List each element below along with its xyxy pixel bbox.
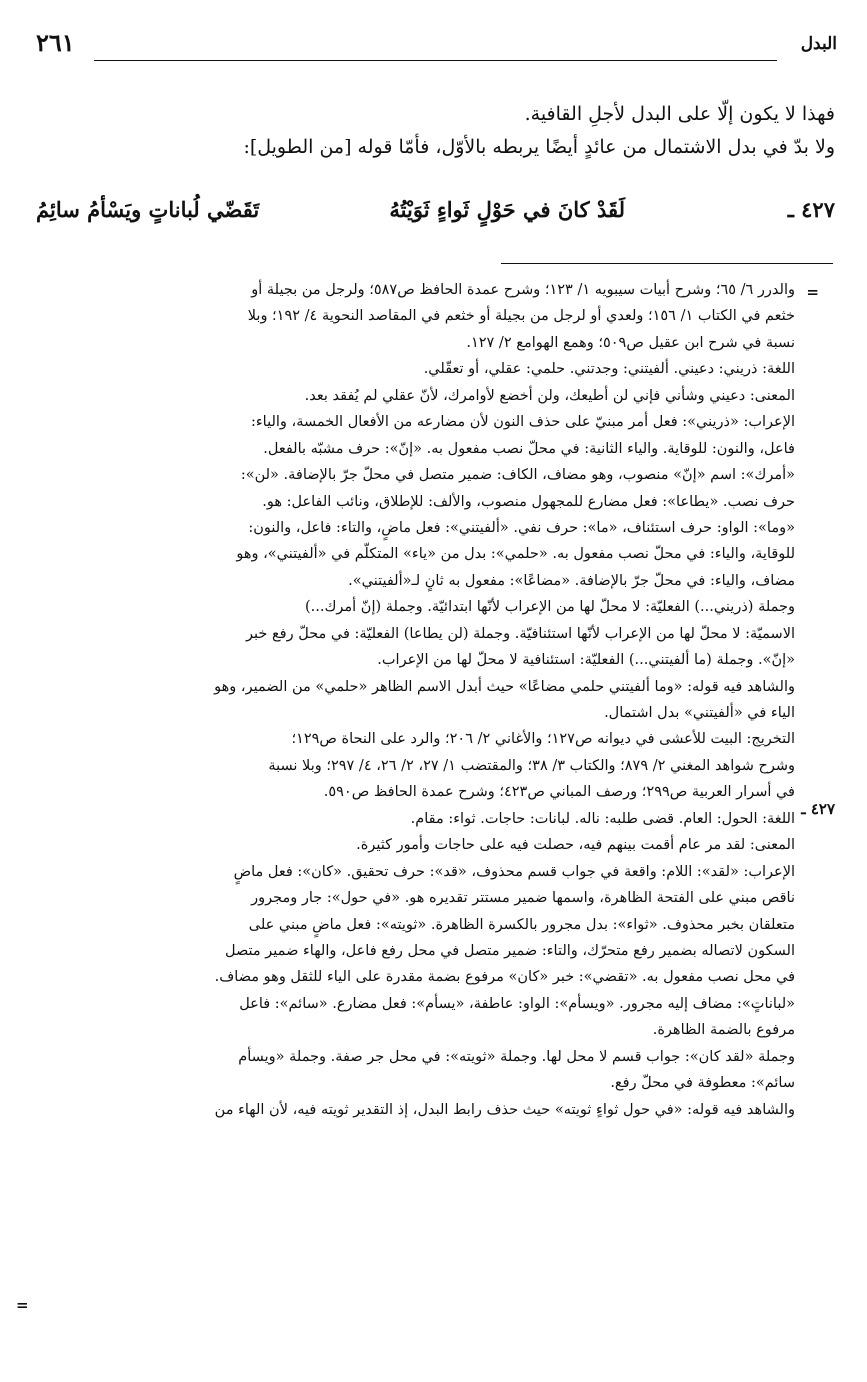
footnote-line: وجملة «لقد كان»: جواب قسم لا محل لها. وجملة «ثويته»: في محل جر صفة. وجملة «ويسأم [238, 1048, 795, 1065]
footnote-line: المعنى: دعيني وشأني فإني لن أطيعك، ولن أخضع لأوامرك، لأنّ عقلي لم يُفقد بعد. [304, 387, 795, 404]
footnote-line [40, 1149, 795, 1175]
poetry-verse [36, 197, 835, 237]
footnote-line: «لباناتٍ»: مضاف إليه مجرور. «ويسأم»: الواو: عاطفة، «يسأم»: فعل مضارع. «سائم»: فاعل [239, 995, 795, 1012]
footnote-line: والشاهد فيه قوله: «وما ألفيتني حلمي مضاعًا» حيث أبدل الاسم الظاهر «حلمي» من الضمير، وهو [214, 678, 795, 695]
chapter-title: البدل [800, 34, 837, 54]
footnote-line: للوقاية، والياء: في محلّ نصب مفعول به. «حلمي»: بدل من «ياء» المتكلّم في «ألفيتني»، وهو [236, 546, 795, 563]
page-number: ٢٦١ [36, 28, 75, 57]
footnote-line: الإعراب: «لقد»: اللام: واقعة في جواب قسم محذوف، «قد»: حرف تحقيق. «كان»: فعل ماضٍ [233, 863, 795, 880]
continuation-mark-end: = [16, 1296, 29, 1314]
footnote-number-427: ٤٢٧ ـ [801, 800, 835, 818]
footnote-line: الإعراب: «ذريني»: فعل أمر مبنيّ على حذف النون لأن مضارعه من الأفعال الخمسة، والياء: [250, 414, 795, 431]
footnote-line: في محل نصب مفعول به. «تقضي»: خبر «كان» مرفوع بضمة مقدرة على الياء للثقل وهو مضاف. [214, 969, 795, 986]
footnote-line: اللغة: الحول: العام. قضى طلبه: ناله. لبانات: حاجات. ثواء: مقام. [410, 810, 795, 827]
verse-number: ٤٢٧ ـ [787, 197, 835, 222]
footnote-line: التخريج: البيت للأعشى في ديوانه ص١٢٧؛ والأغاني ٢/ ٢٠٦؛ والرد على النحاة ص١٢٩؛ [291, 731, 795, 748]
footnote-line: الياء في «ألفيتني» بدل اشتمال. [604, 705, 795, 721]
main-text [40, 98, 835, 164]
main-line-2: ولا بدّ في بدل الاشتمال من عائدٍ أيضًا يربطه بالأوّل، فأمّا قوله [من الطويل]: [243, 136, 835, 158]
footnote-line: ناقص مبني على الفتحة الظاهرة، واسمها ضمير مستتر تقديره هو. «في حول»: جار ومجرور [251, 890, 795, 907]
footnote-line [40, 1123, 795, 1149]
footnotes [40, 277, 795, 1202]
footnote-line: نسبة في شرح ابن عقيل ص٥٠٩؛ وهمع الهوامع ٢/ ١٢٧. [466, 334, 795, 351]
footnote-line: والدرر ٦/ ٦٥؛ وشرح أبيات سيبويه ١/ ١٢٣؛ وشرح عمدة الحافظ ص٥٨٧؛ ولرجل من بجيلة أو [251, 282, 795, 298]
footnote-line: المعنى: لقد مر عام أقمت بينهم فيه، حصلت فيه على حاجات وأمور كثيرة. [356, 837, 795, 854]
footnote-line: سائم»: معطوفة في محلّ رفع. [610, 1075, 795, 1092]
header-rule [94, 60, 777, 61]
footnote-line: وجملة (ذريني...) الفعليّة: لا محلّ لها من الإعراب لأنّها ابتدائيّة. وجملة (إنّ أمرك...) [304, 599, 795, 616]
verse-second-hemistich: تَقَضّي لُباناتٍ ويَسْأمُ سائِمُ [36, 197, 260, 222]
page-header [36, 28, 837, 68]
footnote-line: الاسميّة: لا محلّ لها من الإعراب لأنّها استئنافيّة. وجملة (لن يطاعا) الفعليّة: في محلّ رفع خبر [246, 625, 795, 642]
footnote-line: فاعل، والنون: للوقاية. والياء الثانية: في محلّ نصب مفعول به. «إنّ»: حرف مشبّه بالفعل. [263, 440, 795, 457]
footnote-line: «وما»: الواو: حرف استئناف، «ما»: حرف نفي. «ألفيتني»: فعل ماضٍ، والتاء: فاعل، والنون: [248, 519, 795, 536]
footnote-line [40, 1176, 795, 1202]
verse-first-hemistich: لَقَدْ كانَ في حَوْلٍ ثَواءٍ ثَوَيْتُهُ [389, 197, 625, 222]
footnote-line: متعلقان بخبر محذوف. «ثواء»: بدل مجرور بالكسرة الظاهرة. «ثويته»: فعل ماضٍ مبني على [248, 916, 795, 933]
footnote-line: مرفوع بالضمة الظاهرة. [652, 1022, 795, 1039]
footnote-separator [501, 263, 833, 264]
footnote-line: السكون لاتصاله بضمير رفع متحرّك، والتاء: ضمير متصل في محل رفع فاعل، والهاء ضمير متصل [225, 942, 795, 959]
continuation-mark-start: = [806, 283, 819, 301]
footnote-line: وشرح شواهد المغني ٢/ ٨٧٩؛ والكتاب ٣/ ٣٨؛ والمقتضب ١/ ٢٧، ٢/ ٢٦، ٤/ ٢٩٧؛ وبلا نسبة [268, 757, 795, 774]
main-line-1: فهذا لا يكون إلّا على البدل لأجلِ القافية. [524, 103, 835, 125]
footnote-line: حرف نصب. «يطاعا»: فعل مضارع للمجهول منصوب، والألف: للإطلاق، ونائب الفاعل: هو. [262, 493, 795, 510]
footnote-line: والشاهد فيه قوله: «في حول ثواءٍ ثويته» حيث حذف رابط البدل، إذ التقدير ثويته فيه، لأن الهاء من [214, 1101, 795, 1118]
footnote-line: «إنّ». وجملة (ما ألفيتني...) الفعليّة: استئنافية لا محلّ لها من الإعراب. [377, 652, 795, 669]
footnote-line: مضاف، والياء: في محلّ جرّ بالإضافة. «مضاعًا»: مفعول به ثانٍ لـ«ألفيتني». [348, 572, 795, 589]
footnote-line: اللغة: ذريني: دعيني. ألفيتني: وجدتني. حلمي: عقلي، أو تعقّلي. [423, 361, 795, 378]
footnote-line: خثعم في الكتاب ١/ ١٥٦؛ ولعدي أو لرجل من بجيلة أو خثعم في المقاصد النحوية ٤/ ١٩٢؛ وبلا [247, 308, 795, 325]
footnote-line: «أمرك»: اسم «إنّ» منصوب، وهو مضاف، الكاف: ضمير متصل في محلّ جرّ بالإضافة. «لن»: [240, 467, 795, 484]
footnote-line: في أسرار العربية ص٢٩٩؛ ورصف المباني ص٤٢٣؛ وشرح عمدة الحافظ ص٥٩٠. [323, 784, 795, 801]
